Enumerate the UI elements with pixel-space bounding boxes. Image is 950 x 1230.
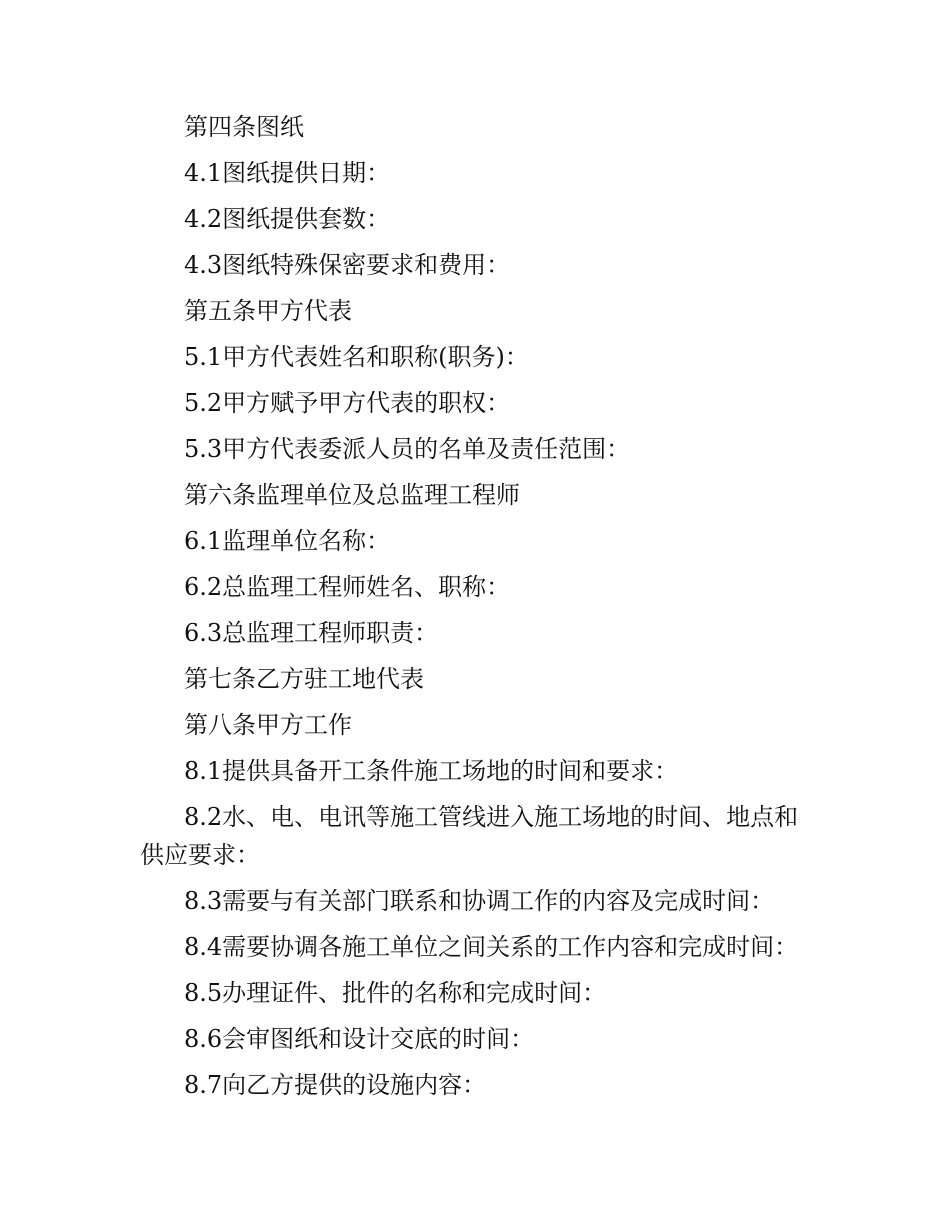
clause-4-3: 4.3图纸特殊保密要求和费用：: [184, 251, 511, 279]
clause-4-1: 4.1图纸提供日期：: [184, 159, 391, 187]
section-heading-6: 第六条监理单位及总监理工程师: [184, 481, 520, 509]
clause-8-7: 8.7向乙方提供的设施内容：: [184, 1071, 487, 1099]
clause-8-3: 8.3需要与有关部门联系和协调工作的内容及完成时间：: [184, 887, 775, 915]
clause-8-2: 8.2水、电、电讯等施工管线进入施工场地的时间、地点和供应要求：: [140, 803, 799, 869]
document-body: [140, 108, 812, 1104]
clause-6-1: 6.1监理单位名称：: [184, 527, 391, 555]
clause-5-1: 5.1甲方代表姓名和职称(职务)：: [184, 343, 529, 371]
section-heading-8: 第八条甲方工作: [184, 711, 352, 739]
section-heading-5: 第五条甲方代表: [184, 297, 352, 325]
clause-4-2: 4.2图纸提供套数：: [184, 205, 391, 233]
section-heading-7: 第七条乙方驻工地代表: [184, 665, 424, 693]
clause-6-2: 6.2总监理工程师姓名、职称：: [184, 573, 511, 601]
clause-5-3: 5.3甲方代表委派人员的名单及责任范围：: [184, 435, 631, 463]
clause-8-5: 8.5办理证件、批件的名称和完成时间：: [184, 979, 607, 1007]
clause-8-1: 8.1提供具备开工条件施工场地的时间和要求：: [184, 757, 679, 785]
clause-6-3: 6.3总监理工程师职责：: [184, 619, 439, 647]
clause-8-4: 8.4需要协调各施工单位之间关系的工作内容和完成时间：: [184, 933, 799, 961]
clause-5-2: 5.2甲方赋予甲方代表的职权：: [184, 389, 511, 417]
clause-8-6: 8.6会审图纸和设计交底的时间：: [184, 1025, 535, 1053]
section-heading-4: 第四条图纸: [184, 113, 304, 141]
